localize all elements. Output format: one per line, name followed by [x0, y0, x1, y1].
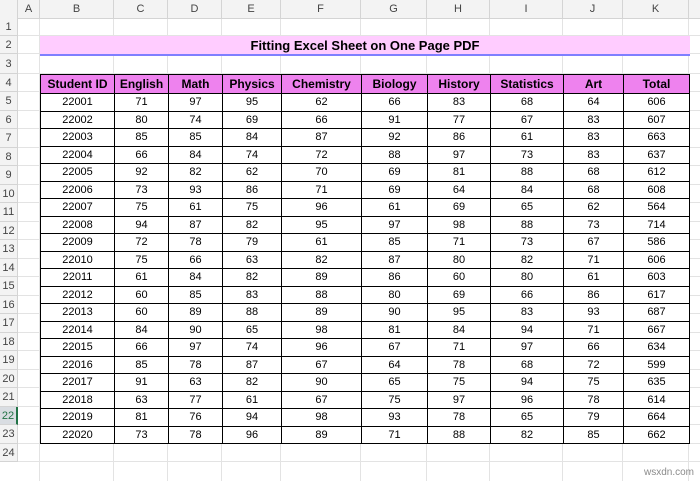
- table-row: [41, 146, 690, 164]
- table-cell[interactable]: 82: [223, 269, 282, 287]
- table-cell[interactable]: 663: [624, 129, 690, 147]
- column-title-math[interactable]: Math: [169, 75, 223, 94]
- row-header-3[interactable]: 3: [0, 54, 18, 74]
- table-cell[interactable]: 74: [223, 339, 282, 357]
- table-cell[interactable]: 94: [491, 374, 564, 392]
- row-header-20[interactable]: 20: [0, 370, 18, 388]
- table-cell[interactable]: 87: [282, 129, 362, 147]
- table-row: [41, 181, 690, 199]
- table-cell[interactable]: 22013: [41, 304, 115, 322]
- table-cell[interactable]: 97: [491, 339, 564, 357]
- table-cell[interactable]: 93: [169, 181, 223, 199]
- row-header-6[interactable]: 6: [0, 111, 18, 129]
- table-cell[interactable]: 67: [282, 391, 362, 409]
- table-cell[interactable]: 66: [115, 146, 169, 164]
- row-header-8[interactable]: 8: [0, 148, 18, 166]
- table-cell[interactable]: 78: [169, 356, 223, 374]
- table-cell[interactable]: 96: [282, 199, 362, 217]
- table-cell[interactable]: 97: [362, 216, 428, 234]
- table-cell[interactable]: 80: [362, 286, 428, 304]
- table-cell[interactable]: 95: [428, 304, 491, 322]
- column-header-c[interactable]: C: [114, 0, 168, 18]
- table-cell[interactable]: 89: [282, 304, 362, 322]
- table-cell[interactable]: 61: [169, 199, 223, 217]
- table-cell[interactable]: 77: [169, 391, 223, 409]
- row-header-9[interactable]: 9: [0, 166, 18, 185]
- row-header-23[interactable]: 23: [0, 425, 18, 444]
- table-cell[interactable]: 667: [624, 321, 690, 339]
- table-cell[interactable]: 608: [624, 181, 690, 199]
- table-cell[interactable]: 22012: [41, 286, 115, 304]
- table-cell[interactable]: 73: [115, 181, 169, 199]
- table-cell[interactable]: 86: [362, 269, 428, 287]
- table-cell[interactable]: 67: [564, 234, 624, 252]
- table-cell[interactable]: 90: [282, 374, 362, 392]
- table-cell[interactable]: 85: [169, 286, 223, 304]
- table-cell[interactable]: 85: [169, 129, 223, 147]
- table-cell[interactable]: 81: [428, 164, 491, 182]
- table-cell[interactable]: 66: [169, 251, 223, 269]
- table-row: [41, 94, 690, 112]
- table-cell[interactable]: 22006: [41, 181, 115, 199]
- table-cell[interactable]: 62: [223, 164, 282, 182]
- column-header-h[interactable]: H: [427, 0, 490, 18]
- column-header-e[interactable]: E: [222, 0, 281, 18]
- table-cell[interactable]: 60: [115, 286, 169, 304]
- table-cell[interactable]: 73: [491, 146, 564, 164]
- table-cell[interactable]: 84: [491, 181, 564, 199]
- row-header-24[interactable]: 24: [0, 444, 18, 462]
- column-header-b[interactable]: B: [40, 0, 114, 18]
- table-cell[interactable]: 89: [282, 426, 362, 444]
- table-cell[interactable]: 63: [115, 391, 169, 409]
- table-cell[interactable]: 74: [169, 111, 223, 129]
- table-cell[interactable]: 71: [362, 426, 428, 444]
- table-cell[interactable]: 97: [428, 391, 491, 409]
- table-cell[interactable]: 85: [115, 129, 169, 147]
- table-row: [41, 304, 690, 322]
- table-cell[interactable]: 65: [491, 409, 564, 427]
- table-cell[interactable]: 95: [282, 216, 362, 234]
- table-cell[interactable]: 77: [428, 111, 491, 129]
- column-header-i[interactable]: I: [490, 0, 563, 18]
- table-cell[interactable]: 71: [428, 234, 491, 252]
- table-cell[interactable]: 71: [564, 251, 624, 269]
- table-cell[interactable]: 22015: [41, 339, 115, 357]
- table-row: [41, 129, 690, 147]
- table-cell[interactable]: 66: [362, 94, 428, 112]
- table-cell[interactable]: 635: [624, 374, 690, 392]
- row-header-5[interactable]: 5: [0, 92, 18, 111]
- table-cell[interactable]: 88: [491, 216, 564, 234]
- table-cell[interactable]: 63: [169, 374, 223, 392]
- table-cell[interactable]: 70: [282, 164, 362, 182]
- table-cell[interactable]: 83: [428, 94, 491, 112]
- column-title-history[interactable]: History: [428, 75, 491, 94]
- table-body: [41, 94, 690, 444]
- table-cell[interactable]: 75: [115, 251, 169, 269]
- table-cell[interactable]: 82: [223, 216, 282, 234]
- row-header-10[interactable]: 10: [0, 185, 18, 203]
- table-cell[interactable]: 61: [115, 269, 169, 287]
- table-cell[interactable]: 91: [362, 111, 428, 129]
- table-cell[interactable]: 98: [282, 409, 362, 427]
- table-cell[interactable]: 61: [564, 269, 624, 287]
- table-cell[interactable]: 78: [564, 391, 624, 409]
- column-header-d[interactable]: D: [168, 0, 222, 18]
- table-cell[interactable]: 97: [169, 94, 223, 112]
- table-cell[interactable]: 68: [491, 356, 564, 374]
- table-cell[interactable]: 88: [362, 146, 428, 164]
- table-cell[interactable]: 22020: [41, 426, 115, 444]
- table-cell[interactable]: 22018: [41, 391, 115, 409]
- table-cell[interactable]: 86: [223, 181, 282, 199]
- table-cell[interactable]: 97: [169, 339, 223, 357]
- table-cell[interactable]: 22016: [41, 356, 115, 374]
- row-header-4[interactable]: 4: [0, 74, 18, 92]
- table-cell[interactable]: 83: [564, 129, 624, 147]
- table-cell[interactable]: 75: [115, 199, 169, 217]
- table-cell[interactable]: 607: [624, 111, 690, 129]
- table-row: [41, 216, 690, 234]
- table-cell[interactable]: 83: [564, 146, 624, 164]
- table-cell[interactable]: 78: [428, 409, 491, 427]
- table-cell[interactable]: 22008: [41, 216, 115, 234]
- table-cell[interactable]: 65: [223, 321, 282, 339]
- table-cell[interactable]: 84: [223, 129, 282, 147]
- table-cell[interactable]: 22014: [41, 321, 115, 339]
- column-title-biology[interactable]: Biology: [362, 75, 428, 94]
- table-cell[interactable]: 61: [282, 234, 362, 252]
- column-header-k[interactable]: K: [623, 0, 689, 18]
- table-cell[interactable]: 78: [169, 426, 223, 444]
- table-cell[interactable]: 94: [223, 409, 282, 427]
- table-cell[interactable]: 89: [282, 269, 362, 287]
- table-cell[interactable]: 60: [428, 269, 491, 287]
- table-cell[interactable]: 67: [282, 356, 362, 374]
- table-cell[interactable]: 71: [564, 321, 624, 339]
- table-cell[interactable]: 662: [624, 426, 690, 444]
- table-cell[interactable]: 83: [491, 304, 564, 322]
- table-row: [41, 234, 690, 252]
- table-cell[interactable]: 22011: [41, 269, 115, 287]
- table-cell[interactable]: 22019: [41, 409, 115, 427]
- table-cell[interactable]: 72: [282, 146, 362, 164]
- table-cell[interactable]: 22007: [41, 199, 115, 217]
- table-cell[interactable]: 22003: [41, 129, 115, 147]
- table-cell[interactable]: 22009: [41, 234, 115, 252]
- table-row: [41, 199, 690, 217]
- table-cell[interactable]: 22010: [41, 251, 115, 269]
- table-cell[interactable]: 98: [428, 216, 491, 234]
- table-row: [41, 391, 690, 409]
- table-cell[interactable]: 75: [428, 374, 491, 392]
- table-cell[interactable]: 73: [115, 426, 169, 444]
- table-cell[interactable]: 84: [115, 321, 169, 339]
- table-cell[interactable]: 88: [428, 426, 491, 444]
- table-cell[interactable]: 80: [115, 111, 169, 129]
- table-cell[interactable]: 61: [362, 199, 428, 217]
- table-row: [41, 339, 690, 357]
- table-cell[interactable]: 65: [491, 199, 564, 217]
- select-all-corner[interactable]: [0, 0, 18, 18]
- gridline-horizontal: [18, 461, 700, 462]
- table-cell[interactable]: 85: [564, 426, 624, 444]
- table-header-row: [41, 75, 690, 94]
- table-row: [41, 269, 690, 287]
- table-cell[interactable]: 614: [624, 391, 690, 409]
- table-cell[interactable]: 80: [491, 269, 564, 287]
- table-cell[interactable]: 64: [428, 181, 491, 199]
- table-cell[interactable]: 94: [491, 321, 564, 339]
- table-cell[interactable]: 93: [362, 409, 428, 427]
- column-header-j[interactable]: J: [563, 0, 623, 18]
- table-cell[interactable]: 69: [428, 286, 491, 304]
- table-cell[interactable]: 64: [564, 94, 624, 112]
- row-header-16[interactable]: 16: [0, 296, 18, 314]
- table-cell[interactable]: 69: [428, 199, 491, 217]
- table-cell[interactable]: 86: [564, 286, 624, 304]
- table-row: [41, 356, 690, 374]
- table-cell[interactable]: 72: [115, 234, 169, 252]
- table-cell[interactable]: 61: [491, 129, 564, 147]
- table-cell[interactable]: 60: [115, 304, 169, 322]
- watermark: wsxdn.com: [643, 467, 694, 478]
- table-cell[interactable]: 80: [428, 251, 491, 269]
- table-cell[interactable]: 88: [282, 286, 362, 304]
- table-cell[interactable]: 71: [282, 181, 362, 199]
- table-cell[interactable]: 612: [624, 164, 690, 182]
- table-cell[interactable]: 87: [223, 356, 282, 374]
- table-cell[interactable]: 96: [491, 391, 564, 409]
- table-cell[interactable]: 66: [564, 339, 624, 357]
- row-header-2[interactable]: 2: [0, 36, 18, 54]
- table-cell[interactable]: 88: [223, 304, 282, 322]
- table-cell[interactable]: 89: [169, 304, 223, 322]
- table-row: [41, 251, 690, 269]
- row-header-18[interactable]: 18: [0, 333, 18, 351]
- table-cell[interactable]: 75: [564, 374, 624, 392]
- table-cell[interactable]: 637: [624, 146, 690, 164]
- table-cell[interactable]: 75: [223, 199, 282, 217]
- table-cell[interactable]: 603: [624, 269, 690, 287]
- row-header-11[interactable]: 11: [0, 203, 18, 222]
- table-cell[interactable]: 72: [564, 356, 624, 374]
- table-cell[interactable]: 82: [169, 164, 223, 182]
- table-cell[interactable]: 68: [564, 181, 624, 199]
- table-cell[interactable]: 73: [564, 216, 624, 234]
- table-row: [41, 111, 690, 129]
- table-cell[interactable]: 22002: [41, 111, 115, 129]
- table-row: [41, 164, 690, 182]
- table-cell[interactable]: 82: [491, 426, 564, 444]
- table-cell[interactable]: 634: [624, 339, 690, 357]
- table-cell[interactable]: 65: [362, 374, 428, 392]
- table-cell[interactable]: 84: [428, 321, 491, 339]
- table-cell[interactable]: 69: [362, 164, 428, 182]
- row-header-21[interactable]: 21: [0, 388, 18, 407]
- table-cell[interactable]: 22004: [41, 146, 115, 164]
- table-cell[interactable]: 606: [624, 251, 690, 269]
- sheet-title: Fitting Excel Sheet on One Page PDF: [40, 36, 690, 56]
- table-cell[interactable]: 74: [223, 146, 282, 164]
- row-header-14[interactable]: 14: [0, 259, 18, 277]
- column-title-total[interactable]: Total: [624, 75, 690, 94]
- table-row: [41, 374, 690, 392]
- table-cell[interactable]: 79: [223, 234, 282, 252]
- table-cell[interactable]: 71: [115, 94, 169, 112]
- table-cell[interactable]: 22005: [41, 164, 115, 182]
- table-cell[interactable]: 84: [169, 269, 223, 287]
- table-cell[interactable]: 85: [362, 234, 428, 252]
- table-cell[interactable]: 63: [223, 251, 282, 269]
- column-header-bar: [0, 0, 700, 19]
- table-cell[interactable]: 687: [624, 304, 690, 322]
- table-cell[interactable]: 87: [169, 216, 223, 234]
- column-header-g[interactable]: G: [361, 0, 427, 18]
- table-cell[interactable]: 606: [624, 94, 690, 112]
- row-header-22[interactable]: 22: [0, 407, 18, 425]
- column-header-filler: [689, 0, 700, 18]
- table-cell[interactable]: 64: [362, 356, 428, 374]
- table-cell[interactable]: 82: [491, 251, 564, 269]
- table-cell[interactable]: 69: [362, 181, 428, 199]
- table-cell[interactable]: 84: [169, 146, 223, 164]
- table-cell[interactable]: 91: [115, 374, 169, 392]
- table-row: [41, 286, 690, 304]
- table-cell[interactable]: 66: [115, 339, 169, 357]
- table-cell[interactable]: 75: [362, 391, 428, 409]
- table-cell[interactable]: 564: [624, 199, 690, 217]
- row-header-17[interactable]: 17: [0, 314, 18, 333]
- table-cell[interactable]: 93: [564, 304, 624, 322]
- table-cell[interactable]: 87: [362, 251, 428, 269]
- column-title-english[interactable]: English: [115, 75, 169, 94]
- column-header-f[interactable]: F: [281, 0, 361, 18]
- table-cell[interactable]: 92: [362, 129, 428, 147]
- row-header-12[interactable]: 12: [0, 222, 18, 240]
- table-cell[interactable]: 22017: [41, 374, 115, 392]
- table-cell[interactable]: 78: [428, 356, 491, 374]
- table-cell[interactable]: 85: [115, 356, 169, 374]
- row-header-19[interactable]: 19: [0, 351, 18, 370]
- table-cell[interactable]: 66: [282, 111, 362, 129]
- table-cell[interactable]: 94: [115, 216, 169, 234]
- table-cell[interactable]: 599: [624, 356, 690, 374]
- table-cell[interactable]: 68: [564, 164, 624, 182]
- row-header-15[interactable]: 15: [0, 277, 18, 296]
- table-cell[interactable]: 69: [223, 111, 282, 129]
- table-cell[interactable]: 86: [428, 129, 491, 147]
- column-title-statistics[interactable]: Statistics: [491, 75, 564, 94]
- table-cell[interactable]: 76: [169, 409, 223, 427]
- column-title-student-id[interactable]: Student ID: [41, 75, 115, 94]
- table-cell[interactable]: 83: [223, 286, 282, 304]
- table-cell[interactable]: 664: [624, 409, 690, 427]
- table-cell[interactable]: 95: [223, 94, 282, 112]
- table-cell[interactable]: 67: [491, 111, 564, 129]
- table-cell[interactable]: 98: [282, 321, 362, 339]
- table-cell[interactable]: 586: [624, 234, 690, 252]
- data-table: [40, 74, 690, 444]
- table-cell[interactable]: 90: [362, 304, 428, 322]
- table-cell[interactable]: 62: [564, 199, 624, 217]
- row-header-13[interactable]: 13: [0, 240, 18, 259]
- table-row: [41, 409, 690, 427]
- table-cell[interactable]: 73: [491, 234, 564, 252]
- table-cell[interactable]: 67: [362, 339, 428, 357]
- table-cell[interactable]: 82: [282, 251, 362, 269]
- column-title-art[interactable]: Art: [564, 75, 624, 94]
- row-header-1[interactable]: 1: [0, 18, 18, 36]
- table-cell[interactable]: 61: [223, 391, 282, 409]
- table-cell[interactable]: 96: [223, 426, 282, 444]
- table-cell[interactable]: 62: [282, 94, 362, 112]
- table-cell[interactable]: 90: [169, 321, 223, 339]
- table-cell[interactable]: 92: [115, 164, 169, 182]
- table-row: [41, 426, 690, 444]
- table-cell[interactable]: 79: [564, 409, 624, 427]
- column-title-physics[interactable]: Physics: [223, 75, 282, 94]
- column-header-a[interactable]: A: [18, 0, 40, 18]
- table-row: [41, 321, 690, 339]
- row-header-7[interactable]: 7: [0, 129, 18, 148]
- table-cell[interactable]: 66: [491, 286, 564, 304]
- table-cell[interactable]: 81: [362, 321, 428, 339]
- table-cell[interactable]: 88: [491, 164, 564, 182]
- table-cell[interactable]: 617: [624, 286, 690, 304]
- table-cell[interactable]: 96: [282, 339, 362, 357]
- table-cell[interactable]: 82: [223, 374, 282, 392]
- table-cell[interactable]: 22001: [41, 94, 115, 112]
- table-cell[interactable]: 68: [491, 94, 564, 112]
- table-cell[interactable]: 78: [169, 234, 223, 252]
- table-cell[interactable]: 83: [564, 111, 624, 129]
- table-cell[interactable]: 81: [115, 409, 169, 427]
- table-cell[interactable]: 714: [624, 216, 690, 234]
- column-title-chemistry[interactable]: Chemistry: [282, 75, 362, 94]
- table-cell[interactable]: 97: [428, 146, 491, 164]
- table-cell[interactable]: 71: [428, 339, 491, 357]
